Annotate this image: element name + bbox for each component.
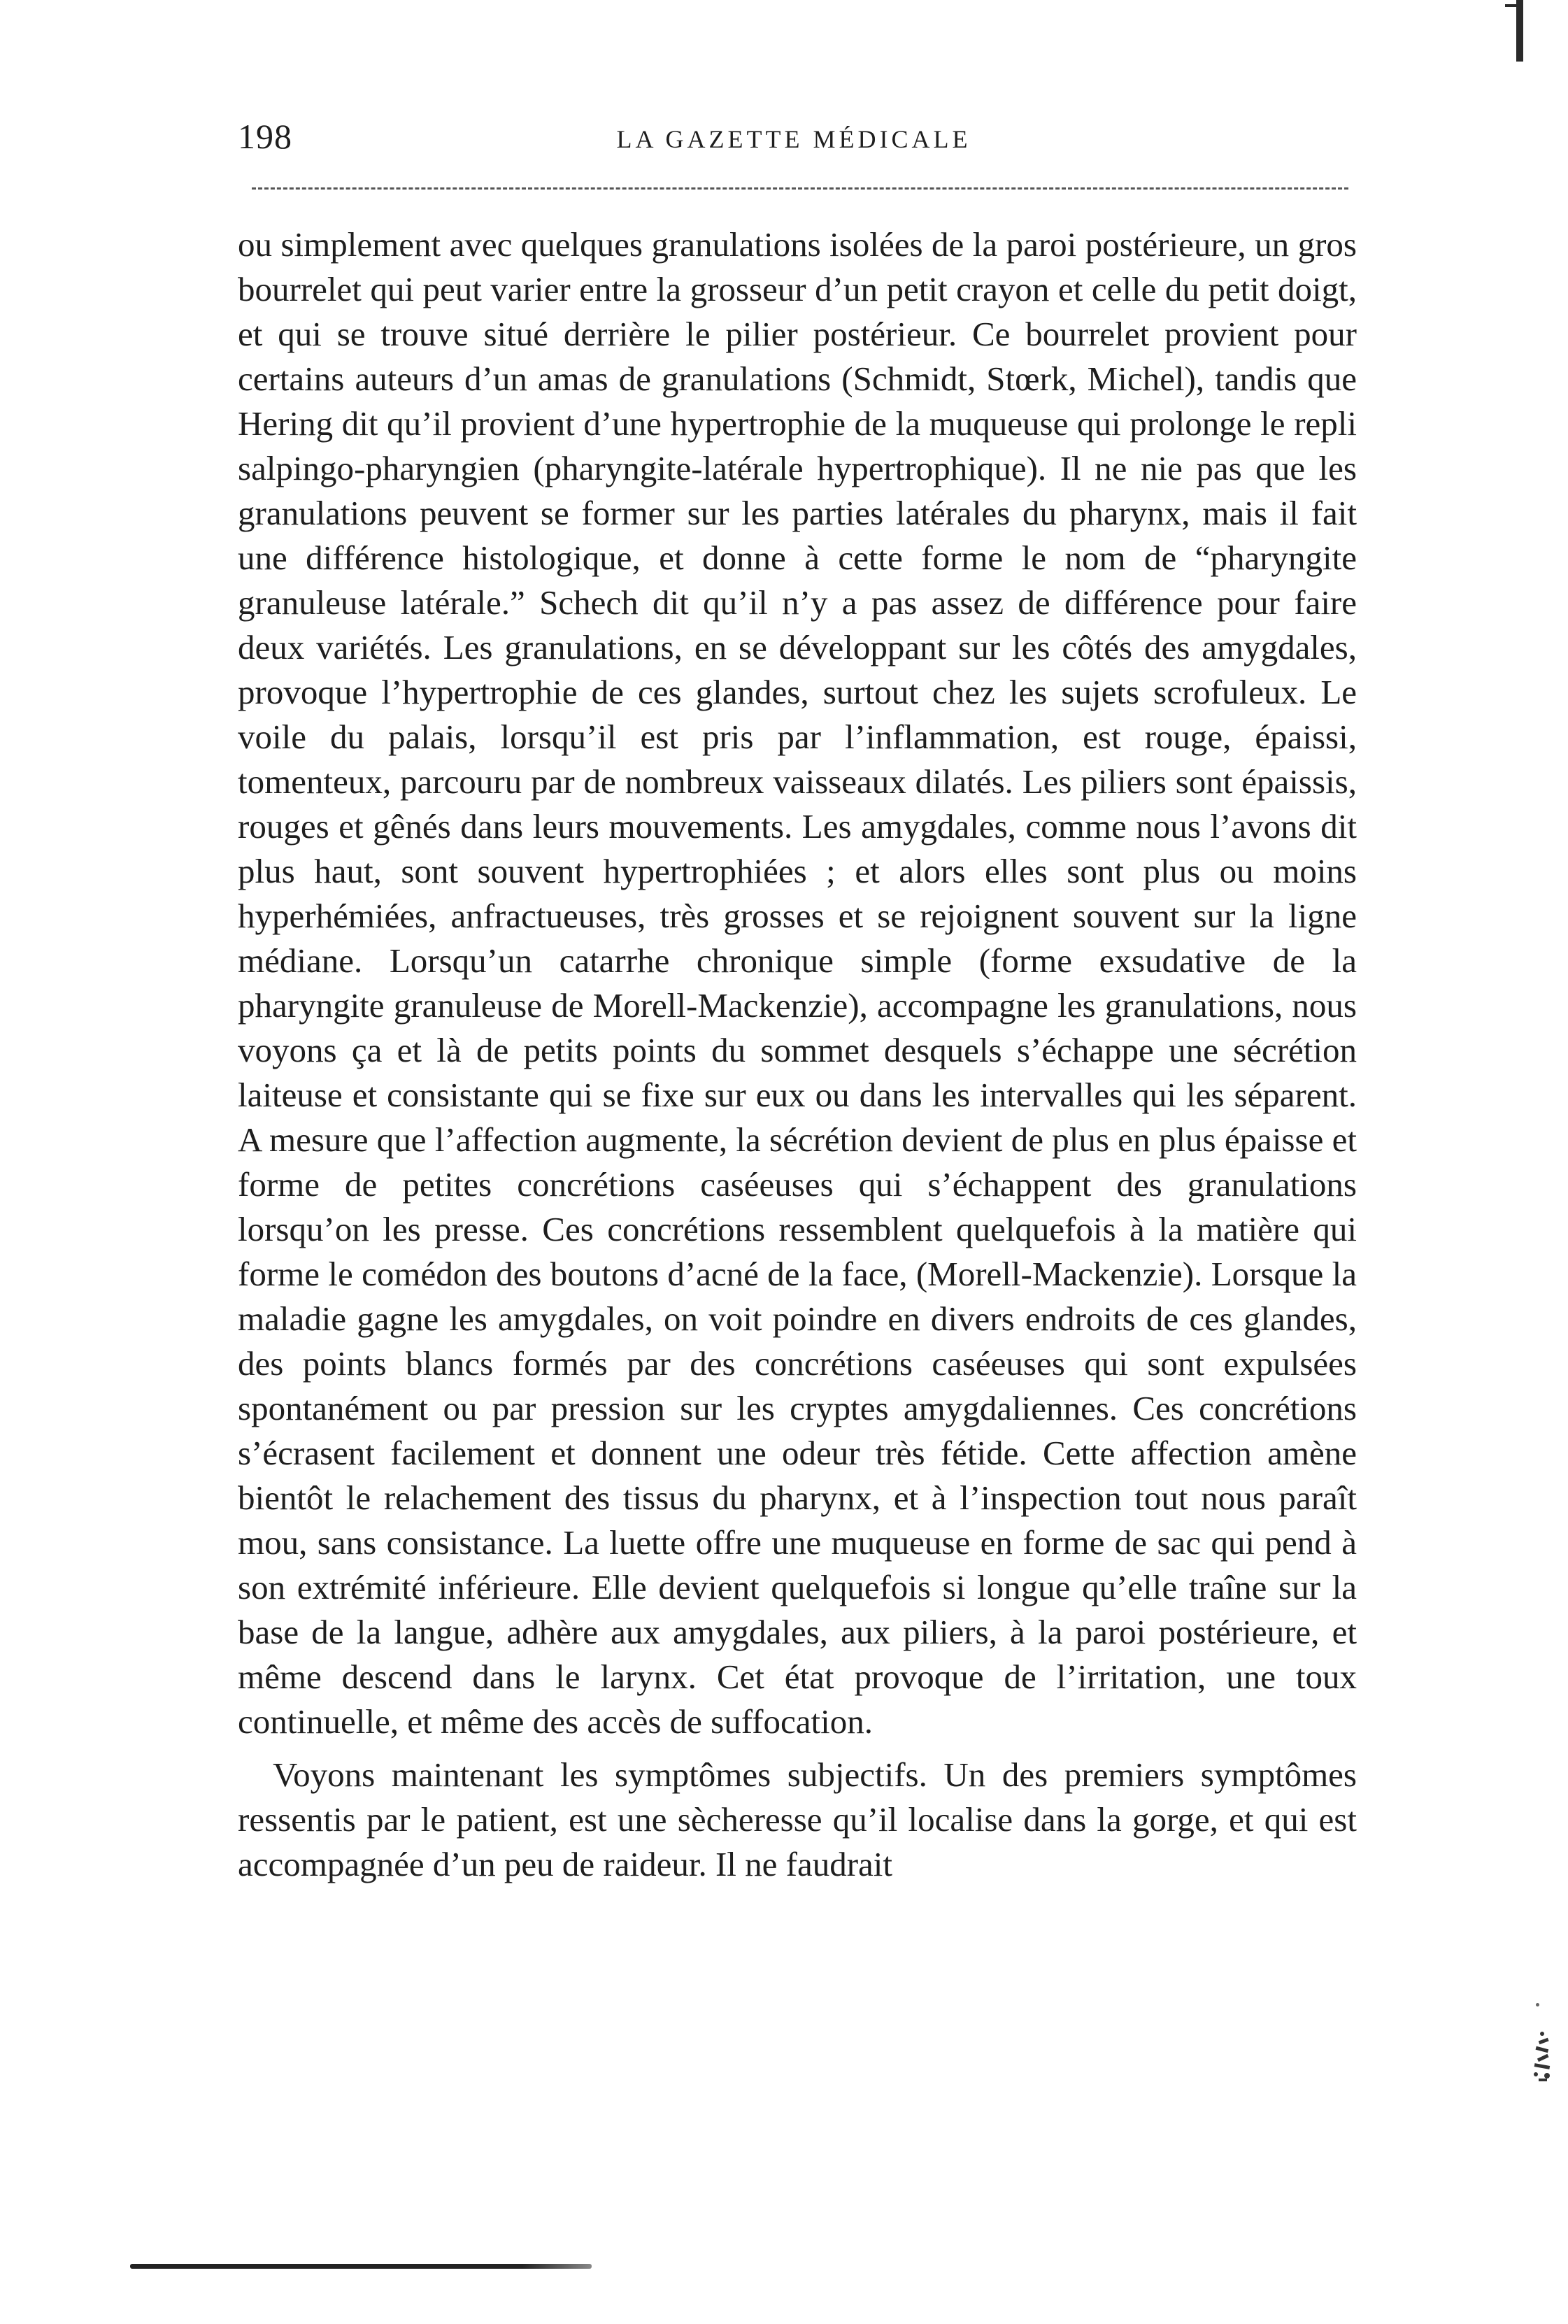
- page-number: 198: [238, 117, 292, 156]
- bottom-rule: [130, 2264, 592, 2269]
- corner-ink-mark: [1516, 0, 1523, 62]
- paragraph-1: ou simplement avec quelques granulations isolées de la paroi postérieure, un gros bourrelet qui peut varier entre la grosseur d’un petit crayon et celle du petit doigt, et qui se trouve situé derrière le pilier postérieur. Ce bourrelet provient pour certains auteurs d’un amas de granulations (Schmidt, Stœrk, Michel), tandis que Hering dit qu’il provient d’une hypertrophie de la muqueuse qui prolonge le repli salpingo-pharyngien (pharyngite-latérale hypertrophique). Il ne nie pas que les granulations peuvent se former sur les parties latérales du pharynx, mais il fait une différence histologique, et donne à cette forme le nom de “pharyngite granuleuse latérale.” Schech dit qu’il n’y a pas assez de différence pour faire deux variétés. Les granulations, en se développant sur les côtés des amygdales, provoque l’hypertrophie de ces glandes, surtout chez les sujets scrofuleux. Le voile du palais, lorsqu’il est pris par l’inflammation, est rouge, épaissi, tomenteux, parcouru par de nombreux vaisseaux dilatés. Les piliers sont épaissis, rouges et gênés dans leurs mouvements. Les amygdales, comme nous l’avons dit plus haut, sont souvent hypertrophiées ; et alors elles sont plus ou moins hyperhémiées, anfractueuses, très grosses et se rejoignent souvent sur la ligne médiane. Lorsqu’un catarrhe chronique simple (forme exsudative de la pharyngite granuleuse de Morell-Mackenzie), accompagne les granulations, nous voyons ça et là de petits points du sommet desquels s’échappe une sécrétion laiteuse et consistante qui se fixe sur eux ou dans les intervalles qui les séparent. A mesure que l’affection augmente, la sécrétion devient de plus en plus épaisse et forme de petites concrétions caséeuses qui s’échappent des granulations lorsqu’on les presse. Ces concrétions ressemblent quelquefois à la matière qui forme le comédon des boutons d’acné de la face, (Morell-Mackenzie). Lorsque la maladie gagne les amygdales, on voit poindre en divers endroits de ces glandes, des points blancs formés par des concrétions caséeuses qui sont expulsées spontanément ou par pression sur les cryptes amygdaliennes. Ces concrétions s’écrasent facilement et donnent une odeur très fétide. Cette affection amène bientôt le relachement des tissus du pharynx, et à l’inspection tout nous paraît mou, sans consistance. La luette offre une muqueuse en forme de sac qui pend à son extrémité inférieure. Elle devient quelquefois si longue qu’elle traîne sur la base de la langue, adhère aux amygdales, aux piliers, à la paroi postérieure, et même descend dans le larynx. Cet état provoque de l’irritation, une toux continuelle, et même des accès de suffocation.: [238, 225, 1357, 1741]
- paragraph-2: Voyons maintenant les symptômes subjectifs. Un des premiers symptômes ressentis par le patient, est une sècheresse qu’il localise dans la gorge, et qui est accompagnée d’un peu de raideur. Il ne faudrait: [238, 1755, 1357, 1883]
- edge-ornament-icon: [1529, 2028, 1555, 2084]
- header-rule: [252, 187, 1348, 190]
- running-title: LA GAZETTE MÉDICALE: [616, 125, 971, 153]
- body-text: [238, 222, 1357, 1887]
- margin-speck: [1536, 2003, 1539, 2006]
- page-header: [238, 112, 1350, 168]
